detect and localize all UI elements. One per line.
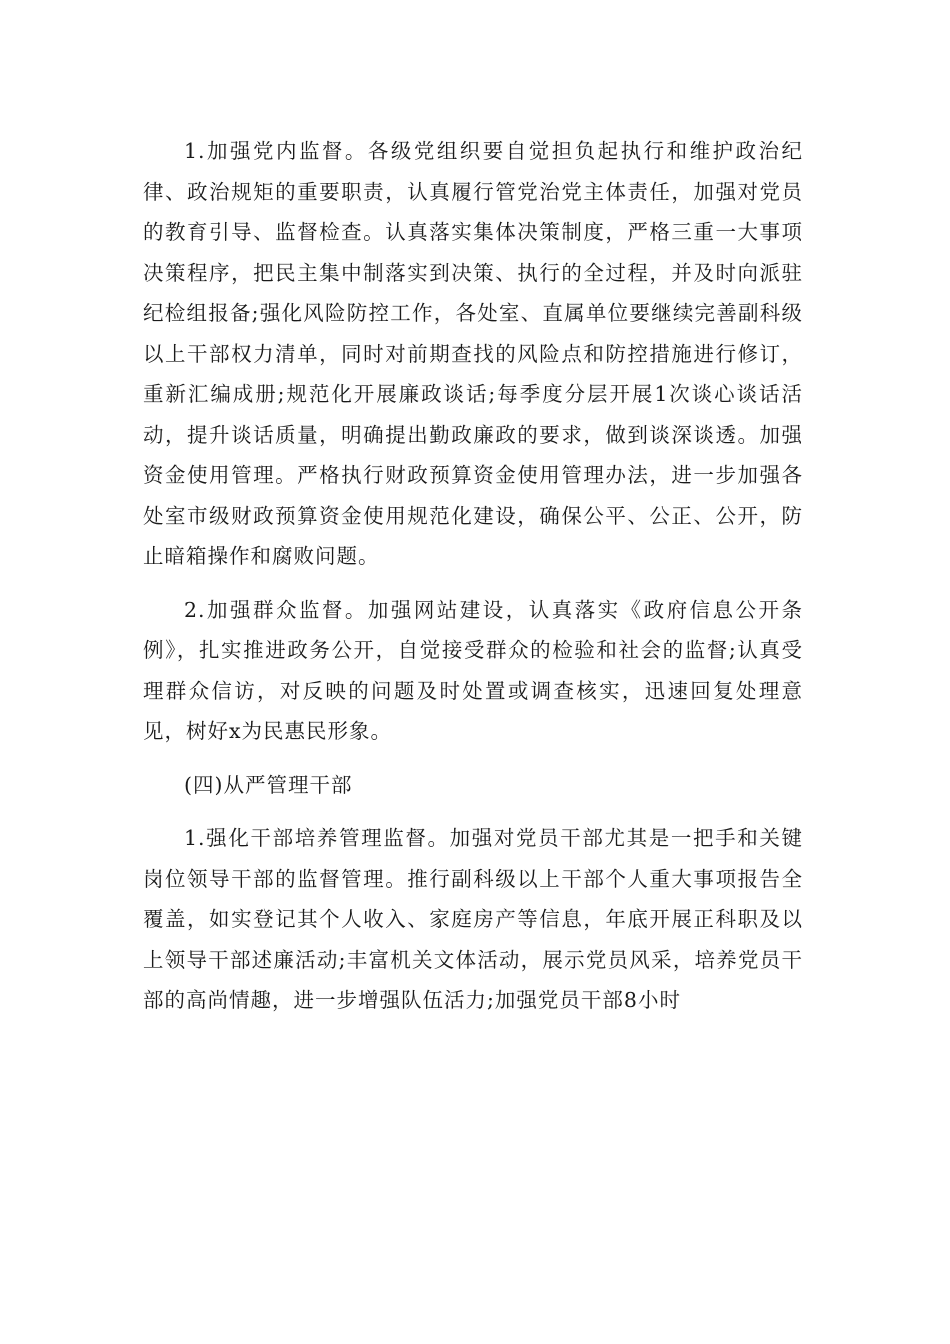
paragraph-cadre-training: 1.强化干部培养管理监督。加强对党员干部尤其是一把手和关键岗位领导干部的监督管理。推行副科级以上干部个人重大事项报告全覆盖，如实登记其个人收入、家庭房产等信息，年底开展正科职及以上领导干部述廉活动;丰富机关文体活动，展示党员风采，培养党员干部的高尚情趣，进一步增强队伍活力;加强党员干部8小时: [143, 826, 803, 1012]
paragraph-party-supervision: 1.加强党内监督。各级党组织要自觉担负起执行和维护政治纪律、政治规矩的重要职责，认真履行管党治党主体责任，加强对党员的教育引导、监督检查。认真落实集体决策制度，严格三重一大事项决策程序，把民主集中制落实到决策、执行的全过程，并及时向派驻纪检组报备;强化风险防控工作，各处室、直属单位要继续完善副科级以上干部权力清单，同时对前期查找的风险点和防控措施进行修订，重新汇编成册;规范化开展廉政谈话;每季度分层开展1次谈心谈话活动，提升谈话质量，明确提出勤政廉政的要求，做到谈深谈透。加强资金使用管理。严格执行财政预算资金使用管理办法，进一步加强各处室市级财政预算资金使用规范化建设，确保公平、公正、公开，防止暗箱操作和腐败问题。: [143, 139, 803, 568]
document-page: [143, 131, 803, 1034]
section-heading-cadre-management: (四)从严管理干部: [184, 772, 353, 797]
paragraph-public-supervision: 2.加强群众监督。加强网站建设，认真落实《政府信息公开条例》，扎实推进政务公开，自觉接受群众的检验和社会的监督;认真受理群众信访，对反映的问题及时处置或调查核实，迅速回复处理意见，树好x为民惠民形象。: [143, 597, 803, 743]
